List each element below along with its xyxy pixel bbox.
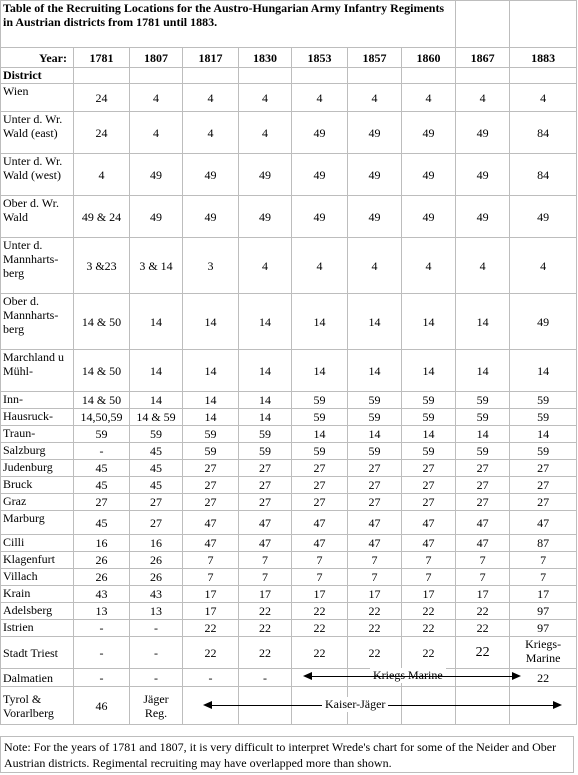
regiment-cell: 27 <box>130 494 183 511</box>
regiment-cell: 27 <box>510 460 577 477</box>
regiment-cell: 47 <box>239 535 292 552</box>
year-header: 1883 <box>510 48 577 68</box>
regiment-cell: 13 <box>74 603 130 620</box>
regiment-cell: 59 <box>74 426 130 443</box>
regiment-cell: 7 <box>183 552 239 569</box>
regiment-cell: 7 <box>292 569 348 586</box>
regiment-cell: 45 <box>130 460 183 477</box>
regiment-cell: 4 <box>456 84 510 112</box>
regiment-cell: 43 <box>74 586 130 603</box>
regiment-cell: 27 <box>292 460 348 477</box>
regiment-cell: 47 <box>510 511 577 535</box>
regiment-cell: 22 <box>239 620 292 637</box>
district-cell: Villach <box>1 569 74 586</box>
district-cell: Ober d. Mannharts-berg <box>1 294 74 350</box>
regiment-cell: 22 <box>183 620 239 637</box>
regiment-cell: 14 <box>402 350 456 392</box>
regiment-cell: 45 <box>74 477 130 494</box>
regiment-cell: 59 <box>239 443 292 460</box>
kriegs-marine-span-label: Kriegs Marine <box>370 668 446 683</box>
regiment-cell: 14 <box>183 409 239 426</box>
regiment-cell: 7 <box>402 569 456 586</box>
regiment-cell: 22 <box>456 637 510 669</box>
regiment-cell: 14 <box>456 294 510 350</box>
regiment-cell: 27 <box>456 494 510 511</box>
regiment-cell: 59 <box>183 443 239 460</box>
regiment-cell: 49 <box>292 154 348 196</box>
regiment-cell: 4 <box>183 112 239 154</box>
regiment-cell: 49 <box>292 112 348 154</box>
regiment-cell: 59 <box>456 443 510 460</box>
regiment-cell: 22 <box>292 620 348 637</box>
regiment-cell: 47 <box>402 511 456 535</box>
district-cell: Ober d. Wr. Wald <box>1 196 74 238</box>
regiment-cell: - <box>74 637 130 669</box>
district-cell: Traun- <box>1 426 74 443</box>
regiment-cell: 14 <box>130 294 183 350</box>
table-row <box>1 350 577 392</box>
regiment-cell: 27 <box>239 460 292 477</box>
regiment-cell: 47 <box>402 535 456 552</box>
regiment-cell: 14 <box>130 392 183 409</box>
regiment-cell <box>456 669 510 687</box>
regiment-cell: 49 <box>130 196 183 238</box>
regiment-cell: 7 <box>456 569 510 586</box>
district-cell: Cilli <box>1 535 74 552</box>
regiment-cell: 47 <box>239 511 292 535</box>
table-row <box>1 154 577 196</box>
regiment-cell: 49 <box>456 154 510 196</box>
regiment-cell: 4 <box>292 84 348 112</box>
district-cell: Tyrol & Vorarlberg <box>1 687 74 725</box>
regiment-cell: 4 <box>402 238 456 294</box>
year-header: 1853 <box>292 48 348 68</box>
regiment-cell: 17 <box>183 586 239 603</box>
regiment-cell: 49 <box>183 154 239 196</box>
table-row <box>1 511 577 535</box>
regiment-cell: 7 <box>348 569 402 586</box>
table-row <box>1 460 577 477</box>
table-row <box>1 112 577 154</box>
regiment-cell: 4 <box>510 84 577 112</box>
regiment-cell: 14 <box>510 426 577 443</box>
regiment-cell: 49 <box>456 112 510 154</box>
regiment-cell: 14 <box>292 426 348 443</box>
table-row <box>1 552 577 569</box>
table-row <box>1 586 577 603</box>
regiment-cell: 4 <box>348 84 402 112</box>
regiment-cell: 27 <box>510 494 577 511</box>
district-cell: Bruck <box>1 477 74 494</box>
regiment-cell: 4 <box>239 84 292 112</box>
regiment-cell: 4 <box>456 238 510 294</box>
regiment-cell: 27 <box>239 477 292 494</box>
district-cell: Graz <box>1 494 74 511</box>
regiment-cell: 14 <box>456 426 510 443</box>
regiment-cell: 14 & 50 <box>74 294 130 350</box>
regiment-cell: 49 <box>292 196 348 238</box>
regiment-cell: 14 & 59 <box>130 409 183 426</box>
regiment-cell: 14 & 50 <box>74 392 130 409</box>
table-title: Table of the Recruiting Locations for the Austro-Hungarian Army Infantry Regiments in Austrian districts from 1781 until 1883. <box>1 1 456 48</box>
district-cell: Hausruck- <box>1 409 74 426</box>
regiment-cell: 22 <box>348 620 402 637</box>
regiment-cell: 49 <box>183 196 239 238</box>
regiment-cell: 7 <box>292 552 348 569</box>
regiment-cell: 27 <box>402 494 456 511</box>
regiment-cell: - <box>183 669 239 687</box>
regiment-cell: 14,50,59 <box>74 409 130 426</box>
year-label: Year: <box>1 48 74 68</box>
regiment-cell: 4 <box>239 112 292 154</box>
regiment-cell: 7 <box>510 569 577 586</box>
table-row <box>1 426 577 443</box>
regiment-cell: 59 <box>510 392 577 409</box>
regiment-cell: 27 <box>510 477 577 494</box>
regiment-cell: 26 <box>74 569 130 586</box>
regiment-cell: 22 <box>292 637 348 669</box>
regiment-cell: 49 <box>402 112 456 154</box>
regiment-cell: 49 <box>239 196 292 238</box>
regiment-cell: 22 <box>348 603 402 620</box>
regiment-cell: 7 <box>348 552 402 569</box>
table-row <box>1 620 577 637</box>
regiment-cell: Kriegs-Marine <box>510 637 577 669</box>
regiment-cell: - <box>239 669 292 687</box>
regiment-cell: 14 <box>456 350 510 392</box>
district-cell: Unter d. Wr. Wald (east) <box>1 112 74 154</box>
regiment-cell: 27 <box>183 494 239 511</box>
regiment-cell: 14 <box>510 350 577 392</box>
regiment-cell: 47 <box>292 511 348 535</box>
regiment-cell: - <box>130 669 183 687</box>
district-label: District <box>1 68 74 84</box>
regiment-cell: 3 & 14 <box>130 238 183 294</box>
district-cell: Judenburg <box>1 460 74 477</box>
regiment-cell: 22 <box>348 637 402 669</box>
regiment-cell: 46 <box>74 687 130 725</box>
regiment-cell: 59 <box>402 392 456 409</box>
district-cell: Krain <box>1 586 74 603</box>
regiment-cell: 84 <box>510 154 577 196</box>
regiment-cell: 17 <box>292 586 348 603</box>
regiment-cell: 3 &23 <box>74 238 130 294</box>
regiment-cell: 14 <box>239 350 292 392</box>
arrow-left-icon <box>203 701 212 709</box>
district-cell: Unter d. Mannharts-berg <box>1 238 74 294</box>
regiment-cell: 45 <box>74 511 130 535</box>
year-header: 1867 <box>456 48 510 68</box>
regiment-cell: 27 <box>130 511 183 535</box>
regiment-cell: 47 <box>456 535 510 552</box>
regiment-cell: 24 <box>74 84 130 112</box>
regiment-cell: 59 <box>292 443 348 460</box>
regiment-cell: 59 <box>348 392 402 409</box>
regiment-cell: 49 <box>239 154 292 196</box>
table-row <box>1 535 577 552</box>
district-cell: Marchland u Mühl- <box>1 350 74 392</box>
regiment-cell: 24 <box>74 112 130 154</box>
regiment-cell: 26 <box>74 552 130 569</box>
regiment-cell: Jäger Reg. <box>130 687 183 725</box>
regiment-cell: 7 <box>402 552 456 569</box>
district-cell: Stadt Triest <box>1 637 74 669</box>
regiment-cell: 22 <box>292 603 348 620</box>
regiment-cell: 4 <box>292 238 348 294</box>
regiment-cell: 49 <box>402 154 456 196</box>
regiment-cell: 59 <box>348 443 402 460</box>
regiment-cell: 14 <box>239 409 292 426</box>
regiment-cell: 59 <box>456 409 510 426</box>
district-cell: Klagenfurt <box>1 552 74 569</box>
regiment-cell: 14 <box>130 350 183 392</box>
district-cell: Dalmatien <box>1 669 74 687</box>
regiment-cell: 59 <box>510 443 577 460</box>
table-row <box>1 84 577 112</box>
regiment-cell: 14 <box>348 350 402 392</box>
regiment-cell: 4 <box>130 112 183 154</box>
regiment-cell: 49 <box>348 196 402 238</box>
regiment-cell: 17 <box>348 586 402 603</box>
kriegs-marine-arrow-line <box>310 676 515 677</box>
regiment-cell: 14 <box>402 426 456 443</box>
regiment-cell: 16 <box>74 535 130 552</box>
regiment-cell: 27 <box>239 494 292 511</box>
regiment-cell: 59 <box>239 426 292 443</box>
regiment-cell: 84 <box>510 112 577 154</box>
year-header: 1857 <box>348 48 402 68</box>
year-header: 1781 <box>74 48 130 68</box>
regiment-cell: 27 <box>183 477 239 494</box>
regiment-cell: 7 <box>456 552 510 569</box>
regiment-cell: 14 <box>292 350 348 392</box>
regiment-cell: 49 & 24 <box>74 196 130 238</box>
regiment-cell: 49 <box>456 196 510 238</box>
regiment-cell: 59 <box>402 443 456 460</box>
regiment-cell: 59 <box>456 392 510 409</box>
year-header: 1830 <box>239 48 292 68</box>
table-row <box>1 603 577 620</box>
regiment-cell: 43 <box>130 586 183 603</box>
regiment-cell: 22 <box>183 637 239 669</box>
regiment-cell: - <box>130 620 183 637</box>
regiment-cell: 14 <box>239 392 292 409</box>
regiment-cell: 27 <box>292 477 348 494</box>
regiment-cell: 17 <box>239 586 292 603</box>
table-row <box>1 294 577 350</box>
district-cell: Unter d. Wr. Wald (west) <box>1 154 74 196</box>
regiment-cell: 17 <box>183 603 239 620</box>
regiment-cell: 27 <box>74 494 130 511</box>
regiment-cell: 27 <box>348 460 402 477</box>
regiment-cell: 4 <box>348 238 402 294</box>
regiment-cell: 14 <box>239 294 292 350</box>
regiment-cell: 59 <box>402 409 456 426</box>
table-row <box>1 669 577 687</box>
regiment-cell: 22 <box>402 637 456 669</box>
regiment-cell: 22 <box>456 620 510 637</box>
table-row <box>1 238 577 294</box>
table-row <box>1 409 577 426</box>
district-cell: Adelsberg <box>1 603 74 620</box>
district-cell: Salzburg <box>1 443 74 460</box>
regiment-cell: 59 <box>348 409 402 426</box>
footnote: Note: For the years of 1781 and 1807, it is very difficult to interpret Wrede's chart for some of the Neider and Ober Austrian districts. Regimental recruiting may have overlapped more than shown. <box>0 736 574 773</box>
regiment-cell: - <box>74 620 130 637</box>
regiment-cell: 7 <box>183 569 239 586</box>
table-row <box>1 637 577 669</box>
regiment-cell: 27 <box>348 477 402 494</box>
district-cell: Istrien <box>1 620 74 637</box>
regiment-cell: 3 <box>183 238 239 294</box>
regiment-cell: 17 <box>456 586 510 603</box>
regiment-cell: 59 <box>183 426 239 443</box>
regiment-cell: 26 <box>130 552 183 569</box>
regiment-cell: - <box>74 443 130 460</box>
district-cell: Wien <box>1 84 74 112</box>
regiment-cell: 59 <box>292 392 348 409</box>
regiment-cell: 7 <box>239 569 292 586</box>
regiment-cell: 16 <box>130 535 183 552</box>
regiment-cell: 27 <box>402 477 456 494</box>
regiment-cell: 97 <box>510 620 577 637</box>
regiment-cell: 13 <box>130 603 183 620</box>
regiment-cell: 59 <box>292 409 348 426</box>
regiment-cell: 17 <box>510 586 577 603</box>
regiment-cell: 45 <box>130 477 183 494</box>
regiment-cell: 14 <box>183 294 239 350</box>
regiment-cell: 27 <box>402 460 456 477</box>
regiment-cell: 22 <box>510 669 577 687</box>
regiment-cell: 14 <box>292 294 348 350</box>
regiment-cell: 49 <box>402 196 456 238</box>
regiment-cell: 27 <box>348 494 402 511</box>
regiment-cell: 49 <box>348 154 402 196</box>
table-row <box>1 569 577 586</box>
regiment-cell: 49 <box>510 196 577 238</box>
regiment-cell: 4 <box>130 84 183 112</box>
table-row <box>1 477 577 494</box>
regiment-cell: 59 <box>510 409 577 426</box>
regiment-cell: 14 <box>183 392 239 409</box>
regiment-cell: 27 <box>183 460 239 477</box>
regiment-cell: - <box>74 669 130 687</box>
regiment-cell: 4 <box>402 84 456 112</box>
regiment-cell: 22 <box>402 603 456 620</box>
year-header: 1817 <box>183 48 239 68</box>
regiment-cell: 59 <box>130 426 183 443</box>
regiment-cell: 4 <box>510 238 577 294</box>
regiment-cell: 49 <box>130 154 183 196</box>
regiment-cell: 47 <box>348 535 402 552</box>
table-row <box>1 392 577 409</box>
regiment-cell: 22 <box>402 620 456 637</box>
arrow-right-icon <box>553 701 562 709</box>
regiment-cell: 27 <box>456 477 510 494</box>
regiment-cell: 22 <box>239 603 292 620</box>
year-header: 1860 <box>402 48 456 68</box>
regiment-cell: 4 <box>239 238 292 294</box>
regiment-cell: 14 & 50 <box>74 350 130 392</box>
table-row <box>1 443 577 460</box>
regiment-cell: 17 <box>402 586 456 603</box>
regiment-cell: 27 <box>456 460 510 477</box>
regiment-cell: 4 <box>74 154 130 196</box>
table-row <box>1 494 577 511</box>
table-row <box>1 196 577 238</box>
regiment-cell: 49 <box>348 112 402 154</box>
regiment-cell: 7 <box>510 552 577 569</box>
regiment-cell: 47 <box>183 535 239 552</box>
year-header: 1807 <box>130 48 183 68</box>
regiment-cell: 87 <box>510 535 577 552</box>
regiment-cell: - <box>130 637 183 669</box>
regiment-cell: 47 <box>348 511 402 535</box>
regiment-cell: 14 <box>348 294 402 350</box>
regiment-cell <box>292 669 348 687</box>
regiment-cell: 7 <box>239 552 292 569</box>
arrow-right-icon <box>512 672 521 680</box>
year-header-row <box>1 48 577 68</box>
regiment-cell: 14 <box>402 294 456 350</box>
district-cell: Inn- <box>1 392 74 409</box>
regiment-cell: 45 <box>130 443 183 460</box>
regiment-cell: 47 <box>183 511 239 535</box>
regiment-cell: 22 <box>239 637 292 669</box>
kaiser-jaeger-span-label: Kaiser-Jäger <box>322 697 388 712</box>
regiment-cell: 97 <box>510 603 577 620</box>
regiment-cell: 47 <box>456 511 510 535</box>
regiment-cell: 14 <box>348 426 402 443</box>
regiment-cell: 49 <box>510 294 577 350</box>
regiment-cell: 22 <box>456 603 510 620</box>
regiment-cell: 45 <box>74 460 130 477</box>
regiment-cell: 14 <box>183 350 239 392</box>
regiment-cell: 4 <box>183 84 239 112</box>
arrow-left-icon <box>303 672 312 680</box>
regiment-cell: 27 <box>292 494 348 511</box>
regiment-cell: 26 <box>130 569 183 586</box>
regiment-cell: 47 <box>292 535 348 552</box>
district-cell: Marburg <box>1 511 74 535</box>
